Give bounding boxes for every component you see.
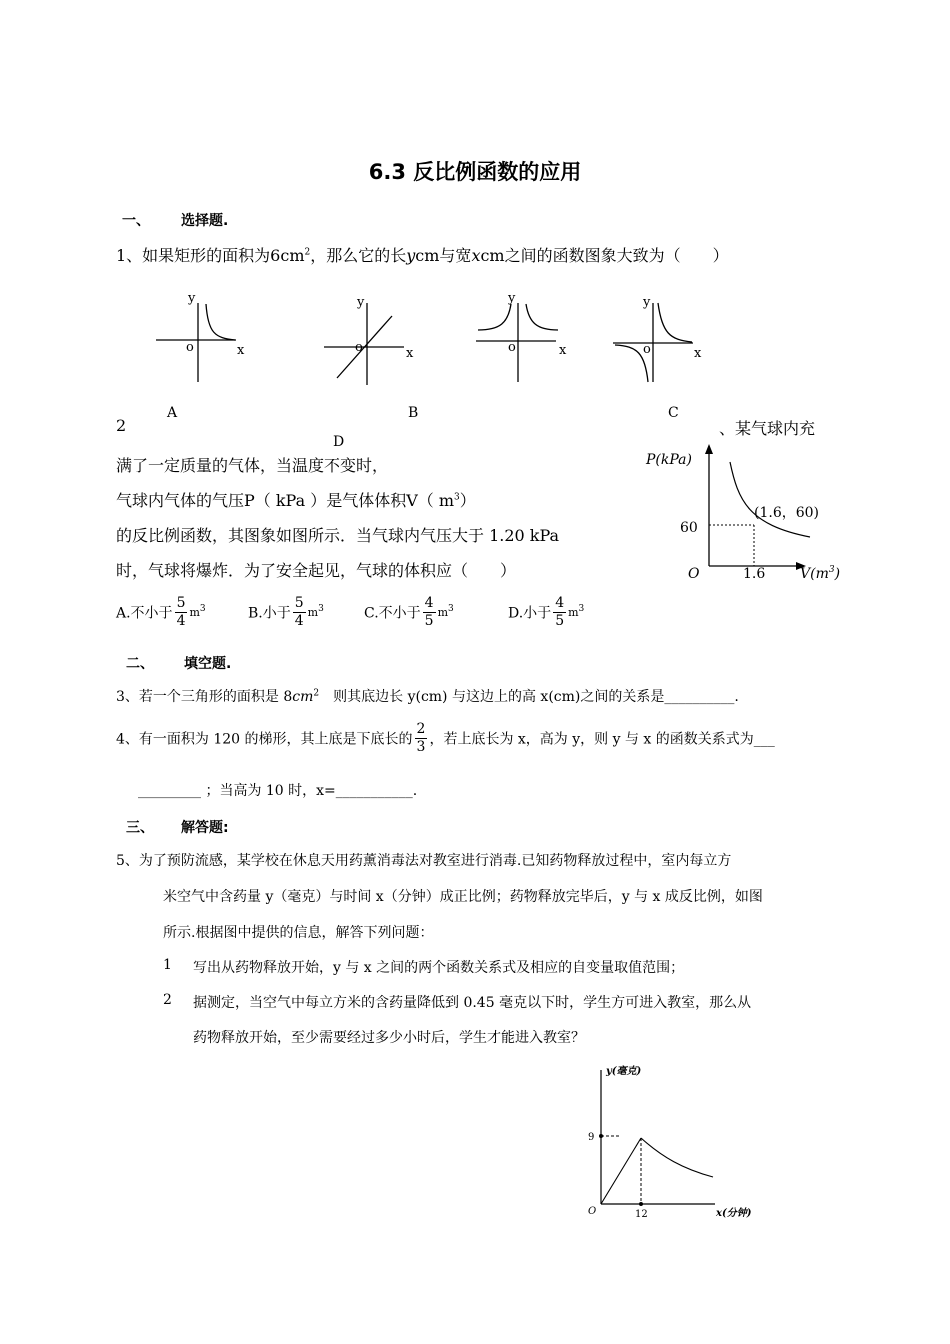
question-1-graphs [140,288,740,393]
graph-d-right-curve [658,303,692,342]
graph-a-origin: o [186,340,194,355]
question-2-line-1: 满了一定质量的气体，当温度不变时， [116,456,389,475]
option-b[interactable]: B.小于 $\frac{5}{4}$ $m^3$ [248,595,324,629]
medicine-concentration-chart [580,1062,780,1224]
question-5-sub-2-b: 药物释放开始，至少需要经过多少小时后，学生才能进入教室？ [193,1030,585,1046]
graph-b-x-label: x [406,346,414,361]
chart-v-label: $V(m^3)$ [800,565,841,582]
section-3-label: 三、 [126,820,154,836]
question-5-sub-1: 写出从药物释放开始，y 与 x 之间的两个函数关系式及相应的自变量取值范围； [193,960,685,976]
graph-b-origin: o [355,340,363,355]
question-5-line-1: 5、为了预防流感，某学校在休息天用药薰消毒法对教室进行消毒.已知药物释放过程中，室内每立方 [116,853,732,869]
graph-c-origin: o [508,340,516,355]
section-2-label: 二、 [126,656,154,672]
graph-c-y-label: y [508,291,516,306]
chart-curve [730,462,810,537]
question-4-line-2: _________ ；当高为 10 时，x=___________. [138,783,418,799]
chart-p-arrow [705,444,713,454]
chart-y-tick-dot [599,1134,603,1138]
question-5-sub-2-a: 据测定，当空气中每立方米的含药量降低到 0.45 毫克以下时，学生方可进入教室，那么从 [193,995,752,1011]
question-2-line-0: 、某气球内充 [719,419,816,438]
graph-d-y-label: y [643,295,651,310]
chart-x-tick-dot [639,1202,643,1206]
graph-c-caption: C [668,405,679,421]
page-title: 6.3 反比例函数的应用 [368,160,582,184]
option-a[interactable]: A.不小于 $\frac{5}{4}$ $m^3$ [116,595,206,629]
chart-y-tick: 9 [588,1132,595,1143]
graph-b-caption: B [408,405,419,421]
graph-a-y-label: y [188,291,196,306]
section-1-label: 一、 [122,213,150,229]
graph-c-right-curve [526,304,558,330]
chart-y-label: y(毫克) [606,1066,642,1077]
option-c[interactable]: C.不小于 $\frac{4}{5}$ $m^3$ [364,595,454,629]
chart-point-label: (1.6，60) [754,505,820,521]
question-1: 1、如果矩形的面积为$6cm^2$，那么它的长ycm与宽xcm之间的函数图象大致为（ ） [116,246,729,265]
question-5-line-2: 米空气中含药量 y（毫克）与时间 x（分钟）成正比例；药物释放完毕后，y 与 x 成反比例，如图 [163,889,763,905]
section-2-title: 填空题. [184,656,232,672]
chart-origin: O [588,1206,597,1217]
chart-y-tick: 60 [680,520,698,536]
graph-b-y-label: y [357,295,365,310]
graph-c-left-curve [478,304,511,330]
question-3: 3、若一个三角形的面积是 $8cm^2$ 则其底边长 y(cm) 与这边上的高 x(cm)之间的关系是__________. [116,688,739,705]
chart-p-label: P(kPa) [646,452,692,468]
question-2-line-2: 气球内气体的气压P（ kPa ）是气体体积V（ $m^3$） [116,491,476,510]
graph-d-caption: D [333,434,345,450]
chart-x-tick: 1.6 [743,566,766,582]
graph-a-curve [206,304,235,340]
pressure-volume-chart [640,440,855,585]
question-5-line-3: 所示.根据图中提供的信息，解答下列问题： [163,925,434,941]
section-1-title: 选择题. [181,213,229,229]
graph-d-x-label: x [694,346,702,361]
graph-a-x-label: x [237,343,245,358]
question-2-number: 2 [116,416,127,435]
section-3-title: 解答题: [181,820,229,836]
chart-x-tick: 12 [635,1209,648,1220]
question-5-sub-1-number: 1 [163,957,172,973]
chart-rise-line [601,1138,641,1204]
chart-x-label: x(分钟) [716,1208,752,1219]
question-2-line-4: 时，气球将爆炸．为了安全起见，气球的体积应（ ） [116,561,517,580]
question-5-sub-2-number: 2 [163,992,172,1008]
chart-decay-curve [641,1138,713,1177]
question-4: 4、有一面积为 120 的梯形，其上底是下底长的 $\frac{2}{3}$ ，若上底长为 x，高为 y，则 y 与 x 的函数关系式为___ [116,721,775,755]
chart-origin: O [688,566,700,582]
question-2-line-3: 的反比例函数，其图象如图所示．当气球内气压大于 1.20 kPa [116,526,560,545]
graph-d-origin: o [643,342,651,357]
graph-a-caption: A [167,405,178,421]
option-d[interactable]: D.小于 $\frac{4}{5}$ $m^3$ [508,595,585,629]
graph-c-x-label: x [559,343,567,358]
